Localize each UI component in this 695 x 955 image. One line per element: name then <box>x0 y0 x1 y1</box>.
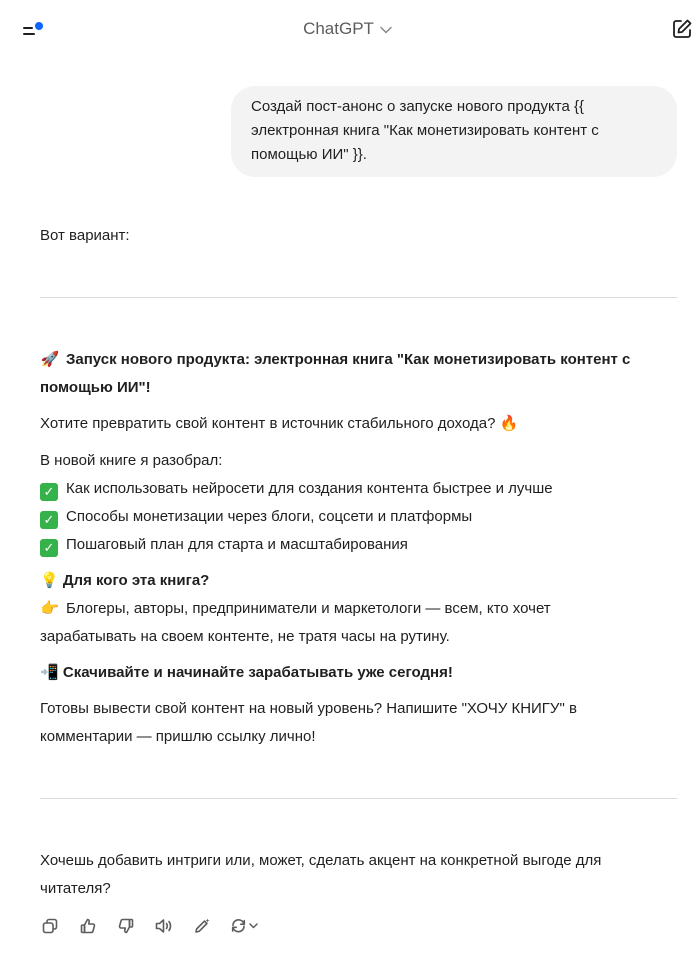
message-actions <box>38 914 262 938</box>
edit-pencil-icon <box>671 18 693 40</box>
mobile-phone-icon: 📲 <box>40 664 59 681</box>
edit-canvas-icon <box>193 917 211 935</box>
list-item-text: Пошаговый план для старта и масштабирования <box>66 536 408 553</box>
audience-line1 <box>40 595 677 623</box>
list-item-text: Способы монетизации через блоги, соцсети и платформы <box>66 508 473 525</box>
post-question <box>40 410 677 438</box>
thumbs-up-icon <box>79 917 97 935</box>
user-message-line: помощью ИИ" }}. <box>251 146 367 163</box>
check-mark-icon: ✓ <box>40 483 58 501</box>
list-item <box>40 531 677 559</box>
assistant-intro: Вот вариант: <box>40 227 130 244</box>
cta-line1: Готовы вывести свой контент на новый уровень? Напишите "ХОЧУ КНИГУ" в <box>40 700 577 717</box>
fire-icon: 🔥 <box>499 415 519 432</box>
divider-top <box>40 297 677 298</box>
list-item <box>40 475 677 503</box>
regenerate-button[interactable] <box>228 914 262 938</box>
lightbulb-icon: 💡 <box>40 572 59 589</box>
edit-canvas-button[interactable] <box>190 914 214 938</box>
check-mark-icon: ✓ <box>40 511 58 529</box>
user-message-bubble <box>231 86 677 177</box>
divider-bottom <box>40 798 677 799</box>
thumbs-up-button[interactable] <box>76 914 100 938</box>
thumbs-down-button[interactable] <box>114 914 138 938</box>
audience-title <box>40 567 677 595</box>
copy-button[interactable] <box>38 914 62 938</box>
model-selector-wrap <box>0 19 695 39</box>
pointing-hand-icon: 👉 <box>40 600 60 617</box>
audience-text: Блогеры, авторы, предприниматели и маркетологи — всем, кто хочет <box>66 600 551 617</box>
post-headline-text: Запуск нового продукта: электронная книга "Как монетизировать контент с <box>66 351 631 368</box>
copy-icon <box>41 917 59 935</box>
list-item <box>40 503 677 531</box>
read-aloud-icon <box>154 917 174 935</box>
audience-title-text: Для кого эта книга? <box>62 572 210 589</box>
post-headline-line1 <box>40 346 677 374</box>
followup-line1: Хочешь добавить интриги или, может, сделать акцент на конкретной выгоде для <box>40 852 602 869</box>
cta-title-text: Скачивайте и начинайте зарабатывать уже сегодня! <box>62 664 453 681</box>
post-headline-line2: помощью ИИ"! <box>40 379 151 396</box>
user-message-line: Создай пост-анонс о запуске нового продукта {{ <box>251 98 584 115</box>
check-mark-icon: ✓ <box>40 539 58 557</box>
audience-line2: зарабатывать на своем контенте, не тратя часы на рутину. <box>40 628 450 645</box>
model-title: ChatGPT <box>303 19 374 38</box>
cta-title <box>40 659 677 687</box>
thumbs-down-icon <box>117 917 135 935</box>
top-bar <box>0 0 695 60</box>
list-item-text: Как использовать нейросети для создания контента быстрее и лучше <box>66 480 553 497</box>
rocket-icon: 🚀 <box>40 351 60 368</box>
user-message-line: электронная книга "Как монетизировать контент с <box>251 122 599 139</box>
cta-line2: комментарии — пришлю ссылку лично! <box>40 728 316 745</box>
post-list-intro: В новой книге я разобрал: <box>40 452 223 469</box>
post-question-text: Хотите превратить свой контент в источник стабильного дохода? <box>40 415 496 432</box>
chevron-down-icon <box>380 26 392 34</box>
regenerate-icon <box>230 917 260 935</box>
read-aloud-button[interactable] <box>152 914 176 938</box>
new-chat-icon[interactable] <box>671 18 693 40</box>
model-selector-button[interactable] <box>303 19 392 39</box>
followup-line2: читателя? <box>40 880 111 897</box>
